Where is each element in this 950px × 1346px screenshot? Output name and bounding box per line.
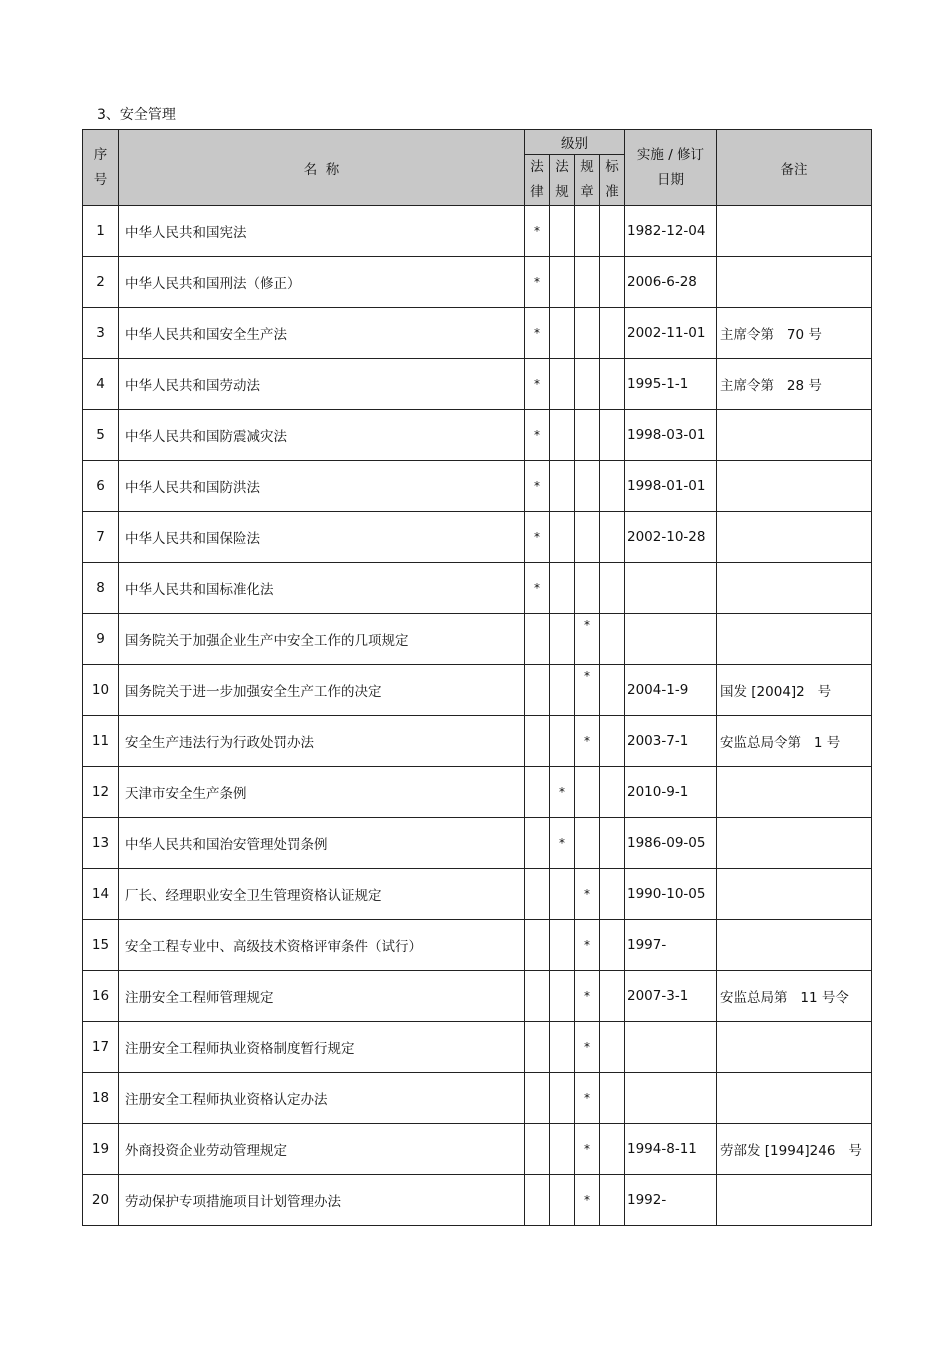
row-regulation-mark bbox=[550, 1124, 575, 1175]
row-regulation-mark bbox=[550, 869, 575, 920]
row-date: 2004-1-9 bbox=[625, 665, 717, 716]
row-name: 中华人民共和国防震减灾法 bbox=[119, 410, 525, 461]
table-row bbox=[83, 1073, 872, 1124]
row-number: 20 bbox=[83, 1175, 119, 1226]
row-standard-mark bbox=[600, 767, 625, 818]
row-regulation-mark: * bbox=[550, 767, 575, 818]
table-row bbox=[83, 665, 872, 716]
row-number: 3 bbox=[83, 308, 119, 359]
header-rule: 规章 bbox=[575, 155, 600, 206]
row-name: 中华人民共和国治安管理处罚条例 bbox=[119, 818, 525, 869]
row-note: 劳部发 [1994]246 号 bbox=[717, 1124, 872, 1175]
row-standard-mark bbox=[600, 512, 625, 563]
row-law-mark bbox=[525, 1175, 550, 1226]
row-date bbox=[625, 614, 717, 665]
header-regulation: 法规 bbox=[550, 155, 575, 206]
row-date: 2010-9-1 bbox=[625, 767, 717, 818]
table-row bbox=[83, 308, 872, 359]
row-number: 14 bbox=[83, 869, 119, 920]
row-note bbox=[717, 512, 872, 563]
row-number: 6 bbox=[83, 461, 119, 512]
row-date: 1986-09-05 bbox=[625, 818, 717, 869]
header-date-line1: 实施 / 修订 bbox=[636, 146, 705, 163]
row-note bbox=[717, 614, 872, 665]
row-rule-mark bbox=[575, 206, 600, 257]
row-date: 1994-8-11 bbox=[625, 1124, 717, 1175]
row-regulation-mark bbox=[550, 920, 575, 971]
row-standard-mark bbox=[600, 563, 625, 614]
regulations-table bbox=[82, 129, 872, 1226]
row-standard-mark bbox=[600, 1124, 625, 1175]
row-note: 主席令第 70 号 bbox=[717, 308, 872, 359]
row-regulation-mark bbox=[550, 614, 575, 665]
row-note: 安监总局第 11 号令 bbox=[717, 971, 872, 1022]
row-note: 主席令第 28 号 bbox=[717, 359, 872, 410]
table-row bbox=[83, 257, 872, 308]
header-standard: 标准 bbox=[600, 155, 625, 206]
row-name: 安全生产违法行为行政处罚办法 bbox=[119, 716, 525, 767]
row-date bbox=[625, 563, 717, 614]
header-note: 备注 bbox=[717, 130, 872, 206]
row-rule-mark: * bbox=[575, 869, 600, 920]
row-rule-mark bbox=[575, 410, 600, 461]
row-law-mark: * bbox=[525, 512, 550, 563]
row-standard-mark bbox=[600, 308, 625, 359]
header-date bbox=[625, 130, 717, 206]
table-row bbox=[83, 1124, 872, 1175]
row-name: 中华人民共和国劳动法 bbox=[119, 359, 525, 410]
table-row bbox=[83, 206, 872, 257]
row-name: 中华人民共和国保险法 bbox=[119, 512, 525, 563]
row-rule-mark: * bbox=[575, 1073, 600, 1124]
table-row bbox=[83, 563, 872, 614]
row-regulation-mark bbox=[550, 563, 575, 614]
row-standard-mark bbox=[600, 665, 625, 716]
header-seq: 序号 bbox=[83, 130, 119, 206]
row-name: 中华人民共和国刑法（修正） bbox=[119, 257, 525, 308]
row-number: 11 bbox=[83, 716, 119, 767]
row-rule-mark bbox=[575, 461, 600, 512]
table-row bbox=[83, 614, 872, 665]
table-header bbox=[83, 130, 872, 206]
header-date-line2: 日期 bbox=[657, 171, 684, 188]
row-name: 中华人民共和国安全生产法 bbox=[119, 308, 525, 359]
row-standard-mark bbox=[600, 614, 625, 665]
row-number: 8 bbox=[83, 563, 119, 614]
row-law-mark bbox=[525, 1022, 550, 1073]
row-name: 国务院关于加强企业生产中安全工作的几项规定 bbox=[119, 614, 525, 665]
row-number: 15 bbox=[83, 920, 119, 971]
row-date: 1998-01-01 bbox=[625, 461, 717, 512]
row-name: 注册安全工程师执业资格认定办法 bbox=[119, 1073, 525, 1124]
row-name: 安全工程专业中、高级技术资格评审条件（试行） bbox=[119, 920, 525, 971]
table-row bbox=[83, 920, 872, 971]
row-law-mark: * bbox=[525, 410, 550, 461]
row-name: 厂长、经理职业安全卫生管理资格认证规定 bbox=[119, 869, 525, 920]
row-regulation-mark bbox=[550, 308, 575, 359]
row-name: 中华人民共和国宪法 bbox=[119, 206, 525, 257]
row-name: 注册安全工程师管理规定 bbox=[119, 971, 525, 1022]
row-date bbox=[625, 1073, 717, 1124]
table-row bbox=[83, 818, 872, 869]
row-note bbox=[717, 563, 872, 614]
row-number: 16 bbox=[83, 971, 119, 1022]
row-standard-mark bbox=[600, 1022, 625, 1073]
row-regulation-mark bbox=[550, 410, 575, 461]
row-date: 1982-12-04 bbox=[625, 206, 717, 257]
row-number: 7 bbox=[83, 512, 119, 563]
row-law-mark: * bbox=[525, 563, 550, 614]
header-level: 级别 bbox=[525, 130, 625, 155]
row-standard-mark bbox=[600, 971, 625, 1022]
row-rule-mark: * bbox=[575, 1175, 600, 1226]
row-law-mark bbox=[525, 971, 550, 1022]
row-law-mark: * bbox=[525, 359, 550, 410]
row-standard-mark bbox=[600, 461, 625, 512]
table-row bbox=[83, 1022, 872, 1073]
row-law-mark: * bbox=[525, 308, 550, 359]
row-date: 1995-1-1 bbox=[625, 359, 717, 410]
row-note bbox=[717, 767, 872, 818]
row-rule-mark bbox=[575, 257, 600, 308]
row-date bbox=[625, 1022, 717, 1073]
section-title: 3、安全管理 bbox=[97, 107, 176, 123]
row-regulation-mark bbox=[550, 359, 575, 410]
row-note bbox=[717, 818, 872, 869]
row-number: 10 bbox=[83, 665, 119, 716]
row-date: 1990-10-05 bbox=[625, 869, 717, 920]
row-standard-mark bbox=[600, 716, 625, 767]
row-number: 13 bbox=[83, 818, 119, 869]
row-number: 18 bbox=[83, 1073, 119, 1124]
table-row bbox=[83, 767, 872, 818]
row-law-mark: * bbox=[525, 461, 550, 512]
row-note bbox=[717, 1073, 872, 1124]
row-standard-mark bbox=[600, 1073, 625, 1124]
row-law-mark bbox=[525, 1073, 550, 1124]
row-regulation-mark bbox=[550, 512, 575, 563]
row-regulation-mark bbox=[550, 971, 575, 1022]
row-date: 1998-03-01 bbox=[625, 410, 717, 461]
row-law-mark: * bbox=[525, 206, 550, 257]
row-date: 1992- bbox=[625, 1175, 717, 1226]
row-note: 安监总局令第 1 号 bbox=[717, 716, 872, 767]
row-rule-mark: * bbox=[575, 716, 600, 767]
header-law: 法律 bbox=[525, 155, 550, 206]
row-regulation-mark: * bbox=[550, 818, 575, 869]
table-row bbox=[83, 359, 872, 410]
row-date: 2006-6-28 bbox=[625, 257, 717, 308]
row-regulation-mark bbox=[550, 716, 575, 767]
row-standard-mark bbox=[600, 359, 625, 410]
row-name: 天津市安全生产条例 bbox=[119, 767, 525, 818]
row-date: 2002-11-01 bbox=[625, 308, 717, 359]
row-name: 中华人民共和国标准化法 bbox=[119, 563, 525, 614]
row-standard-mark bbox=[600, 818, 625, 869]
row-note bbox=[717, 461, 872, 512]
row-rule-mark: * bbox=[575, 614, 600, 665]
row-standard-mark bbox=[600, 920, 625, 971]
row-rule-mark: * bbox=[575, 1124, 600, 1175]
row-number: 2 bbox=[83, 257, 119, 308]
table-row bbox=[83, 716, 872, 767]
row-note bbox=[717, 206, 872, 257]
row-standard-mark bbox=[600, 1175, 625, 1226]
row-rule-mark bbox=[575, 767, 600, 818]
row-date: 2002-10-28 bbox=[625, 512, 717, 563]
row-rule-mark bbox=[575, 563, 600, 614]
row-regulation-mark bbox=[550, 1022, 575, 1073]
row-standard-mark bbox=[600, 410, 625, 461]
table-row bbox=[83, 410, 872, 461]
row-rule-mark: * bbox=[575, 971, 600, 1022]
row-regulation-mark bbox=[550, 1175, 575, 1226]
row-standard-mark bbox=[600, 257, 625, 308]
table-body bbox=[83, 206, 872, 1226]
row-rule-mark: * bbox=[575, 920, 600, 971]
row-rule-mark bbox=[575, 359, 600, 410]
row-law-mark bbox=[525, 716, 550, 767]
row-standard-mark bbox=[600, 206, 625, 257]
row-date: 1997- bbox=[625, 920, 717, 971]
row-rule-mark bbox=[575, 512, 600, 563]
row-name: 注册安全工程师执业资格制度暂行规定 bbox=[119, 1022, 525, 1073]
row-note bbox=[717, 257, 872, 308]
row-name: 国务院关于进一步加强安全生产工作的决定 bbox=[119, 665, 525, 716]
row-law-mark bbox=[525, 869, 550, 920]
row-regulation-mark bbox=[550, 461, 575, 512]
table-row bbox=[83, 971, 872, 1022]
row-number: 1 bbox=[83, 206, 119, 257]
row-number: 9 bbox=[83, 614, 119, 665]
row-note bbox=[717, 410, 872, 461]
row-law-mark: * bbox=[525, 257, 550, 308]
row-rule-mark bbox=[575, 308, 600, 359]
header-name: 名 称 bbox=[119, 130, 525, 206]
row-note bbox=[717, 869, 872, 920]
row-name: 外商投资企业劳动管理规定 bbox=[119, 1124, 525, 1175]
row-name: 中华人民共和国防洪法 bbox=[119, 461, 525, 512]
table-row bbox=[83, 1175, 872, 1226]
row-law-mark bbox=[525, 767, 550, 818]
row-date: 2007-3-1 bbox=[625, 971, 717, 1022]
row-number: 4 bbox=[83, 359, 119, 410]
table-row bbox=[83, 512, 872, 563]
row-law-mark bbox=[525, 614, 550, 665]
row-note bbox=[717, 920, 872, 971]
row-number: 12 bbox=[83, 767, 119, 818]
row-rule-mark bbox=[575, 818, 600, 869]
table-row bbox=[83, 869, 872, 920]
row-number: 19 bbox=[83, 1124, 119, 1175]
row-number: 17 bbox=[83, 1022, 119, 1073]
row-number: 5 bbox=[83, 410, 119, 461]
row-rule-mark: * bbox=[575, 1022, 600, 1073]
row-regulation-mark bbox=[550, 257, 575, 308]
row-law-mark bbox=[525, 920, 550, 971]
row-date: 2003-7-1 bbox=[625, 716, 717, 767]
row-law-mark bbox=[525, 818, 550, 869]
row-regulation-mark bbox=[550, 1073, 575, 1124]
row-name: 劳动保护专项措施项目计划管理办法 bbox=[119, 1175, 525, 1226]
row-law-mark bbox=[525, 1124, 550, 1175]
row-rule-mark: * bbox=[575, 665, 600, 716]
row-note bbox=[717, 1022, 872, 1073]
row-law-mark bbox=[525, 665, 550, 716]
row-regulation-mark bbox=[550, 665, 575, 716]
row-standard-mark bbox=[600, 869, 625, 920]
row-note bbox=[717, 1175, 872, 1226]
table-row bbox=[83, 461, 872, 512]
row-regulation-mark bbox=[550, 206, 575, 257]
row-note: 国发 [2004]2 号 bbox=[717, 665, 872, 716]
